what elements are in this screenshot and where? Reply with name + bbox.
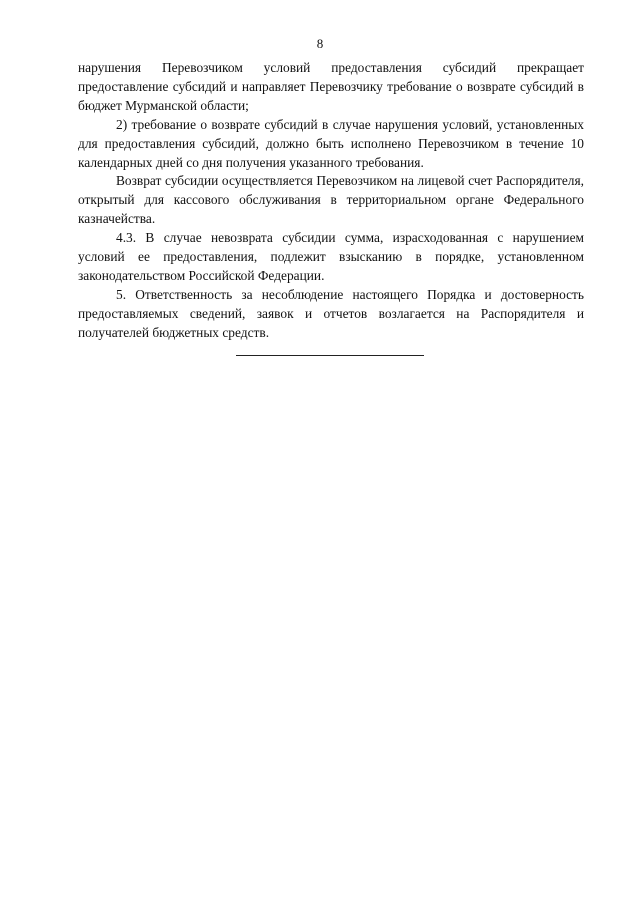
paragraph-refund-account: Возврат субсидии осуществляется Перевозчиком на лицевой счет Распорядителя, открытый для кассового обслуживания в территориальном органе Федерального казначейства. (78, 173, 584, 227)
document-body (78, 59, 584, 343)
paragraph-5: 5. Ответственность за несоблюдение настоящего Порядка и достоверность предоставляемых сведений, заявок и отчетов возлагается на Распорядителя и получателей бюджетных средств. (78, 286, 584, 340)
paragraph-4-3: 4.3. В случае невозврата субсидии сумма, израсходованная с нарушением условий ее предоставления, подлежит взысканию в порядке, установленном законодательством Российской Федерации. (78, 230, 584, 283)
paragraph-item-2: 2) требование о возврате субсидий в случае нарушения условий, установленных для предоставления субсидий, должно быть исполнено Перевозчиком в течение 10 календарных дней со дня получения указанного требования. (78, 116, 584, 170)
end-separator-line (236, 355, 424, 356)
paragraph-continuation: нарушения Перевозчиком условий предоставления субсидий прекращает предоставление субсидий и направляет Перевозчику требование о возврате субсидий в бюджет Мурманской области; (78, 60, 584, 113)
page-number: 8 (316, 36, 324, 51)
